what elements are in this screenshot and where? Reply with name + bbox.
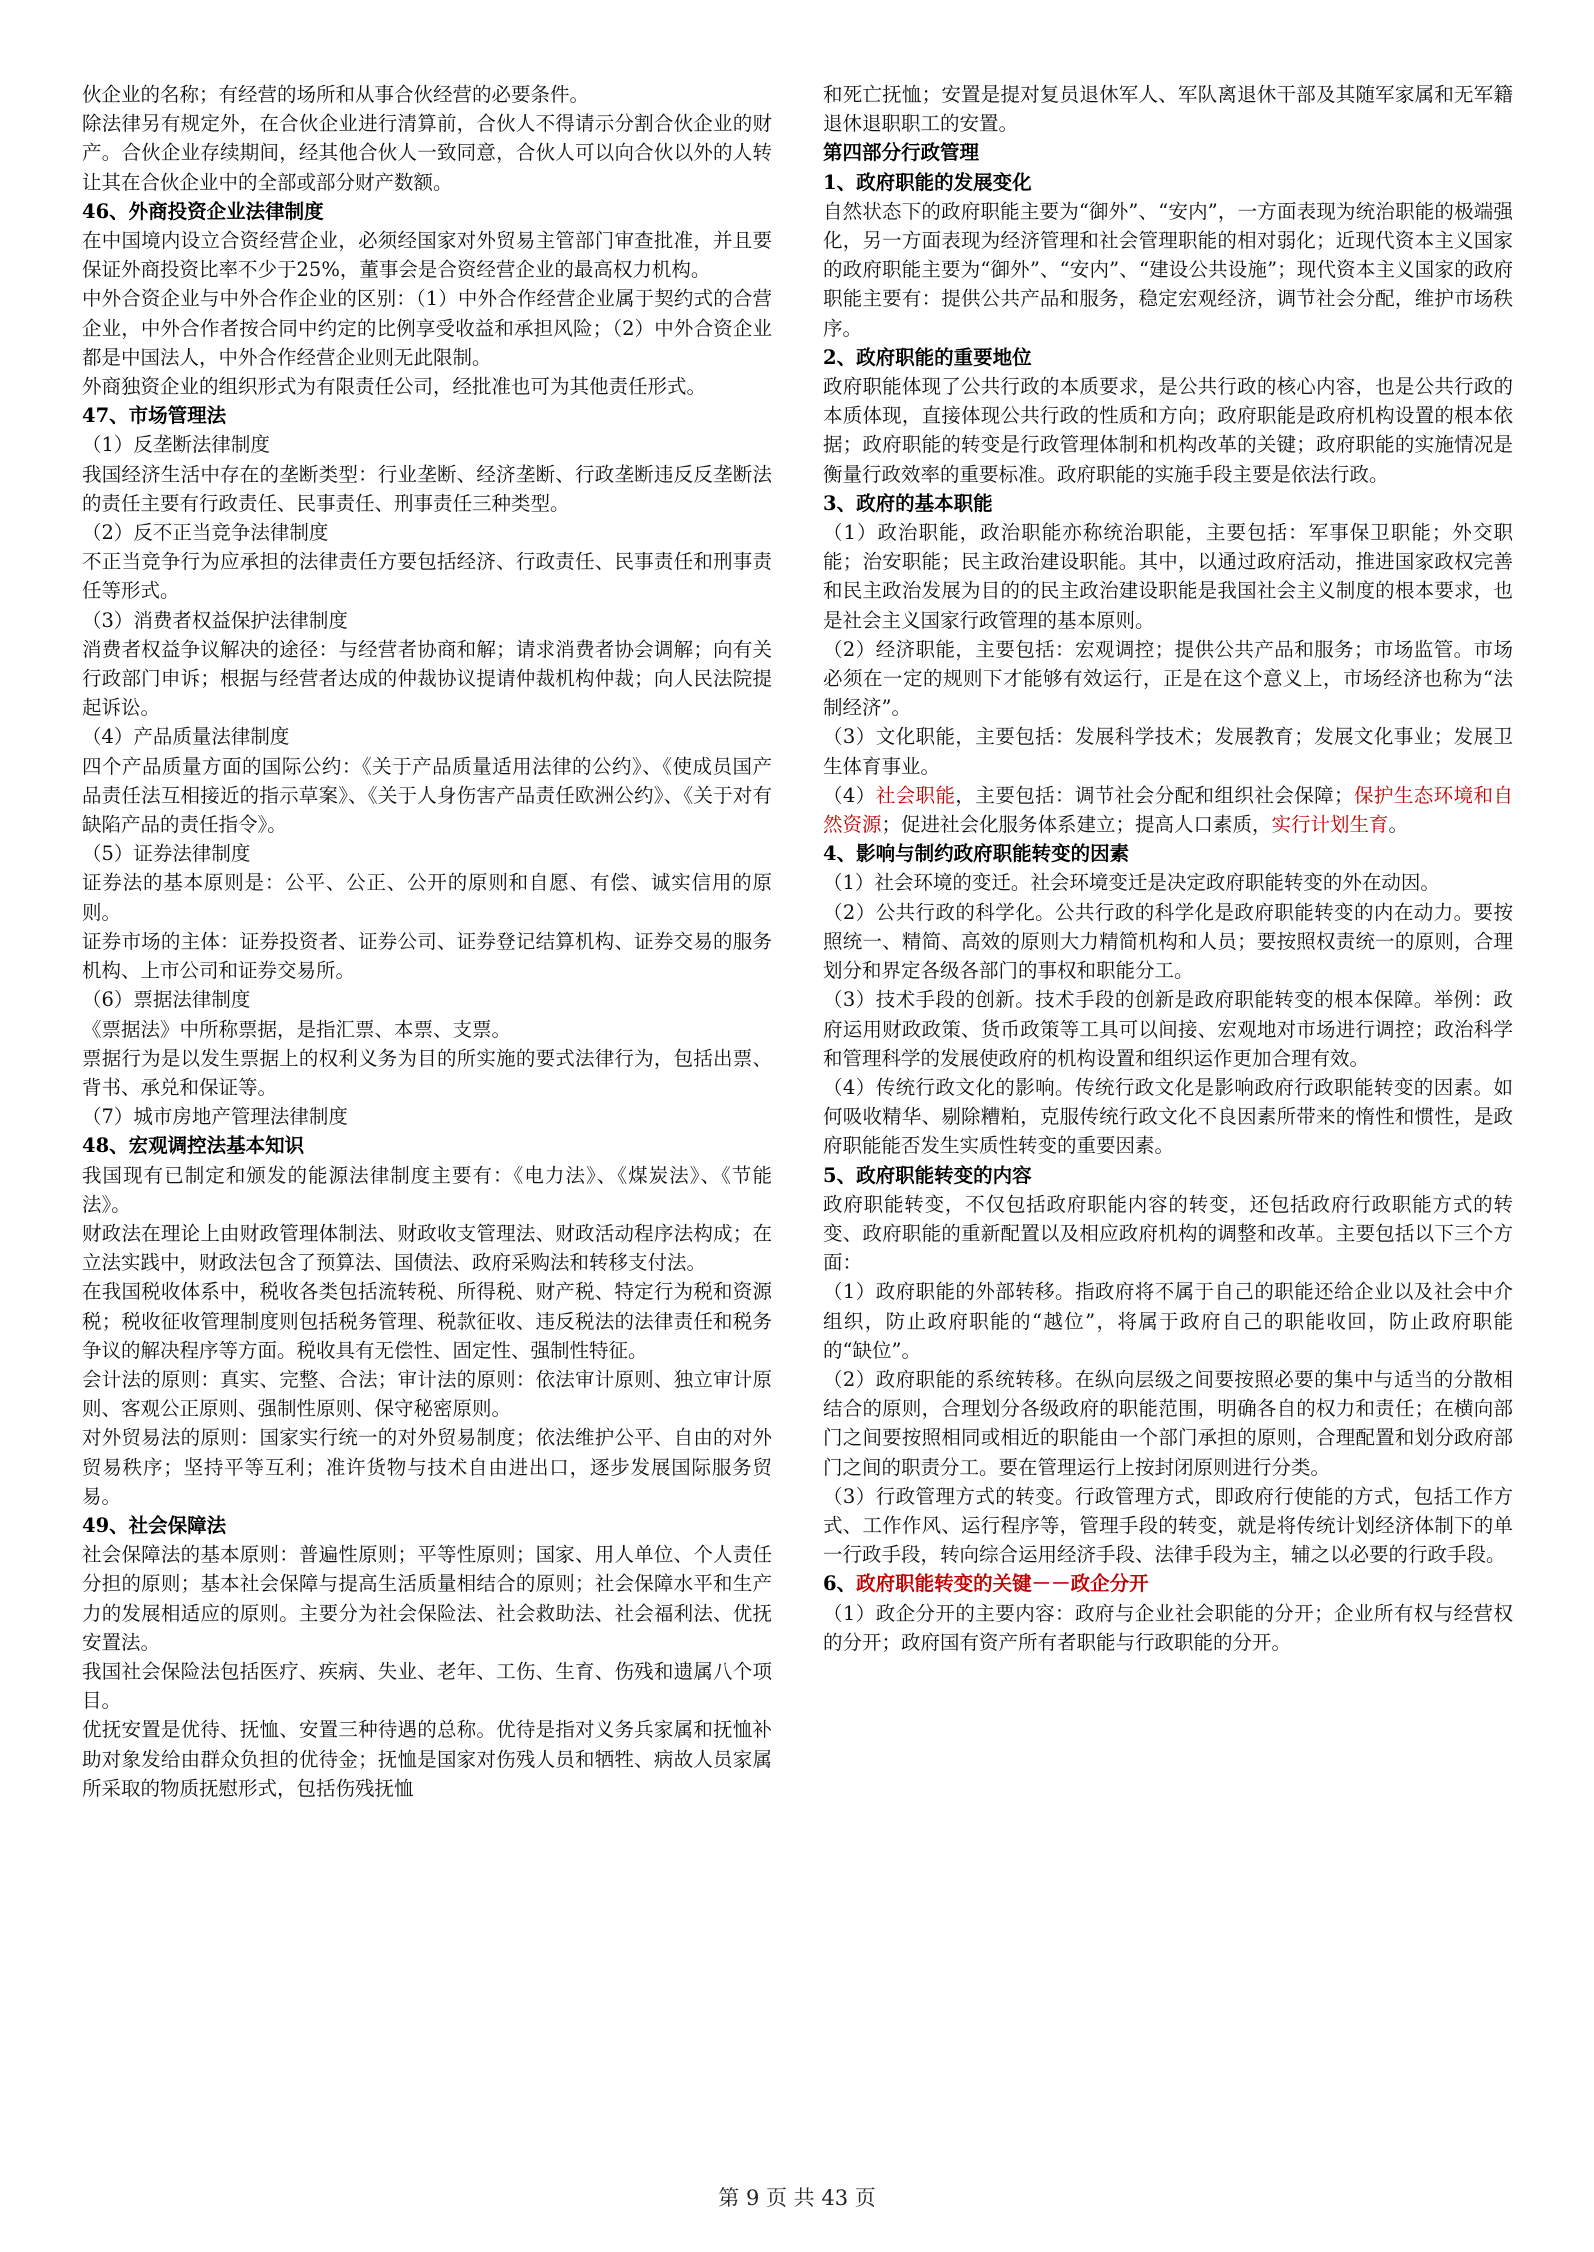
- text-run: ，主要包括：调节社会分配和组织社会保障；: [955, 783, 1354, 807]
- left-column: [82, 80, 772, 1803]
- section-heading: 47、市场管理法: [82, 404, 227, 428]
- text-run: （4）: [823, 783, 876, 807]
- paragraph: （1）政府职能的外部转移。指政府将不属于自己的职能还给企业以及社会中介组织，防止政府职能的“越位”，将属于政府自己的职能收回，防止政府职能的“缺位”。: [823, 1280, 1513, 1362]
- paragraph: （3）文化职能，主要包括：发展科学技术；发展教育；发展文化事业；发展卫生体育事业。: [823, 725, 1513, 778]
- paragraph: 财政法在理论上由财政管理体制法、财政收支管理法、财政活动程序法构成；在立法实践中，财政法包含了预算法、国债法、政府采购法和转移支付法。: [82, 1221, 772, 1275]
- paragraph: 伙企业的名称；有经营的场所和从事合伙经营的必要条件。: [82, 83, 590, 106]
- section-heading: 第四部分行政管理: [823, 141, 980, 165]
- paragraph: （7）城市房地产管理法律制度: [82, 1105, 348, 1129]
- paragraph: 和死亡抚恤；安置是提对复员退休军人、军队离退休干部及其随军家属和无军籍退休退职职工的安置。: [823, 83, 1513, 136]
- paragraph: （1）反垄断法律制度: [82, 433, 270, 457]
- paragraph: （2）公共行政的科学化。公共行政的科学化是政府职能转变的内在动力。要按照统一、精简、高效的原则大力精简机构和人员；要按照权责统一的原则，合理划分和界定各级各部门的事权和职能分工。: [823, 900, 1513, 983]
- text-run: 。: [1388, 813, 1409, 837]
- section-heading: 48、宏观调控法基本知识: [82, 1134, 305, 1158]
- paragraph: 对外贸易法的原则：国家实行统一的对外贸易制度；依法维护公平、自由的对外贸易秩序；坚持平等互利；准许货物与技术自由进出口，逐步发展国际服务贸易。: [82, 1426, 772, 1508]
- paragraph: 自然状态下的政府职能主要为“御外”、“安内”，一方面表现为统治职能的极端强化，另一方面表现为经济管理和社会管理职能的相对弱化；近现代资本主义国家的政府职能主要为“御外”、“安内”、“建设公共设施”；现代资本主义国家的政府职能主要有：提供公共产品和服务，稳定宏观经济，调节社会分配，维护市场秩序。: [823, 199, 1513, 340]
- heading-number: 6、: [823, 1572, 857, 1596]
- paragraph: （3）行政管理方式的转变。行政管理方式，即政府行使能的方式，包括工作方式、工作作风、运行程序等，管理手段的转变，就是将传统计划经济体制下的单一行政手段，转向综合运用经济手段、法律手段为主，辅之以必要的行政手段。: [823, 1484, 1513, 1567]
- text-run: ；促进社会化服务体系建立；提高人口素质，: [881, 813, 1272, 837]
- paragraph: 优抚安置是优待、抚恤、安置三种待遇的总称。优待是指对义务兵家属和抚恤补助对象发给由群众负担的优待金；抚恤是国家对伤残人员和牺牲、病故人员家属所采取的物质抚慰形式，包括伤残抚恤: [82, 1718, 772, 1800]
- section-heading: 1、政府职能的发展变化: [823, 170, 1032, 194]
- section-heading: 4、影响与制约政府职能转变的因素: [823, 842, 1130, 866]
- section-heading: 5、政府职能转变的内容: [823, 1163, 1032, 1187]
- paragraph: 我国现有已制定和颁发的能源法律制度主要有：《电力法》、《煤炭法》、《节能法》。: [82, 1163, 772, 1216]
- paragraph: （4）产品质量法律制度: [82, 725, 290, 749]
- section-heading: 46、外商投资企业法律制度: [82, 199, 324, 223]
- highlighted-text: 保护生态环境和自然资源: [823, 783, 1513, 837]
- paragraph: 中外合资企业与中外合作企业的区别：（1）中外合作经营企业属于契约式的合营企业，中外合作者按合同中约定的比例享受收益和承担风险；（2）中外合资企业都是中国法人，中外合作经营企业则无此限制。: [82, 287, 772, 369]
- paragraph: 证券法的基本原则是：公平、公正、公开的原则和自愿、有偿、诚实信用的原则。: [82, 871, 772, 924]
- paragraph: 票据行为是以发生票据上的权利义务为目的所实施的要式法律行为，包括出票、背书、承兑和保证等。: [82, 1046, 772, 1099]
- paragraph: （1）社会环境的变迁。社会环境变迁是决定政府职能转变的外在动因。: [823, 871, 1440, 895]
- paragraph: （2）政府职能的系统转移。在纵向层级之间要按照必要的集中与适当的分散相结合的原则，合理划分各级政府的职能范围，明确各自的权力和责任；在横向部门之间要按照相同或相近的职能由一个部门承担的原则，合理配置和划分政府部门之间的职责分工。要在管理运行上按封闭原则进行分类。: [823, 1367, 1513, 1479]
- section-heading: [823, 1569, 1513, 1598]
- paragraph: （2）反不正当竞争法律制度: [82, 521, 329, 545]
- paragraph: [823, 781, 1513, 839]
- paragraph: （1）政企分开的主要内容：政府与企业社会职能的分开；企业所有权与经营权的分开；政府国有资产所有者职能与行政职能的分开。: [823, 1601, 1513, 1654]
- paragraph: 政府职能体现了公共行政的本质要求，是公共行政的核心内容，也是公共行政的本质体现，直接体现公共行政的性质和方向；政府职能是政府机构设置的根本依据；政府职能的转变是行政管理体制和机构改革的关键；政府职能的实施情况是衡量行政效率的重要标准。政府职能的实施手段主要是依法行政。: [823, 375, 1513, 486]
- paragraph: （4）传统行政文化的影响。传统行政文化是影响政府行政职能转变的因素。如何吸收精华、剔除糟粕，克服传统行政文化不良因素所带来的惰性和惯性，是政府职能能否发生实质性转变的重要因素。: [823, 1075, 1513, 1158]
- paragraph: 会计法的原则：真实、完整、合法；审计法的原则：依法审计原则、独立审计原则、客观公正原则、强制性原则、保守秘密原则。: [82, 1367, 772, 1421]
- paragraph: 社会保障法的基本原则：普遍性原则；平等性原则；国家、用人单位、个人责任分担的原则；基本社会保障与提高生活质量相结合的原则；社会保障水平和生产力的发展相适应的原则。主要分为社会保险法、社会救助法、社会福利法、优抚安置法。: [82, 1543, 772, 1654]
- paragraph: 证券市场的主体：证券投资者、证券公司、证券登记结算机构、证券交易的服务机构、上市公司和证券交易所。: [82, 929, 772, 983]
- paragraph: （3）消费者权益保护法律制度: [82, 608, 348, 632]
- paragraph: （3）技术手段的创新。技术手段的创新是政府职能转变的根本保障。举例：政府运用财政政策、货币政策等工具可以间接、宏观地对市场进行调控；政治科学和管理科学的发展使政府的机构设置和组织运作更加合理有效。: [823, 988, 1513, 1070]
- paragraph: （1）政治职能，政治职能亦称统治职能，主要包括：军事保卫职能；外交职能；治安职能；民主政治建设职能。其中，以通过政府活动，推进国家政权完善和民主政治发展为目的的民主政治建设职能是我国社会主义制度的根本要求，也是社会主义国家行政管理的基本原则。: [823, 521, 1513, 632]
- paragraph: 在中国境内设立合资经营企业，必须经国家对外贸易主管部门审查批准，并且要保证外商投资比率不少于25%，董事会是合资经营企业的最高权力机构。: [82, 229, 772, 282]
- paragraph: 除法律另有规定外，在合伙企业进行清算前，合伙人不得请示分割合伙企业的财产。合伙企业存续期间，经其他合伙人一致同意，合伙人可以向合伙以外的人转让其在合伙企业中的全部或部分财产数额。: [82, 112, 772, 194]
- paragraph: 政府职能转变，不仅包括政府职能内容的转变，还包括政府行政职能方式的转变、政府职能的重新配置以及相应政府机构的调整和改革。主要包括以下三个方面：: [823, 1192, 1513, 1275]
- page-footer: 第 9 页 共 43 页: [718, 2186, 876, 2210]
- paragraph: 外商独资企业的组织形式为有限责任公司，经批准也可为其他责任形式。: [82, 375, 707, 399]
- paragraph: 我国经济生活中存在的垄断类型：行业垄断、经济垄断、行政垄断违反反垄断法的责任主要有行政责任、民事责任、刑事责任三种类型。: [82, 462, 772, 515]
- highlighted-text: 社会职能: [875, 783, 956, 807]
- paragraph: 在我国税收体系中，税收各类包括流转税、所得税、财产税、特定行为税和资源税；税收征收管理制度则包括税务管理、税款征收、违反税法的法律责任和税务争议的解决程序等方面。税收具有无偿性、固定性、强制性特征。: [82, 1280, 772, 1362]
- paragraph: 消费者权益争议解决的途径：与经营者协商和解；请求消费者协会调解；向有关行政部门申诉；根据与经营者达成的仲裁协议提请仲裁机构仲裁；向人民法院提起诉讼。: [82, 637, 772, 720]
- section-heading: 2、政府职能的重要地位: [823, 345, 1032, 369]
- paragraph: 《票据法》中所称票据，是指汇票、本票、支票。: [82, 1017, 512, 1041]
- paragraph: （6）票据法律制度: [82, 988, 251, 1012]
- paragraph: （5）证券法律制度: [82, 842, 251, 866]
- highlighted-heading-text: 政府职能转变的关键－－政企分开: [856, 1572, 1149, 1596]
- section-heading: 3、政府的基本职能: [823, 491, 993, 515]
- right-column: [823, 80, 1513, 1657]
- paragraph: 不正当竞争行为应承担的法律责任方要包括经济、行政责任、民事责任和刑事责任等形式。: [82, 550, 772, 603]
- highlighted-text: 实行计划生育: [1271, 813, 1389, 837]
- paragraph: 我国社会保险法包括医疗、疾病、失业、老年、工伤、生育、伤残和遗属八个项目。: [82, 1659, 772, 1713]
- paragraph: 四个产品质量方面的国际公约：《关于产品质量适用法律的公约》、《使成员国产品责任法互相接近的指示草案》、《关于人身伤害产品责任欧洲公约》、《关于对有缺陷产品的责任指令》。: [82, 754, 772, 837]
- section-heading: 49、社会保障法: [82, 1513, 227, 1537]
- paragraph: （2）经济职能，主要包括：宏观调控；提供公共产品和服务；市场监管。市场必须在一定的规则下才能够有效运行，正是在这个意义上，市场经济也称为“法制经济”。: [823, 637, 1513, 720]
